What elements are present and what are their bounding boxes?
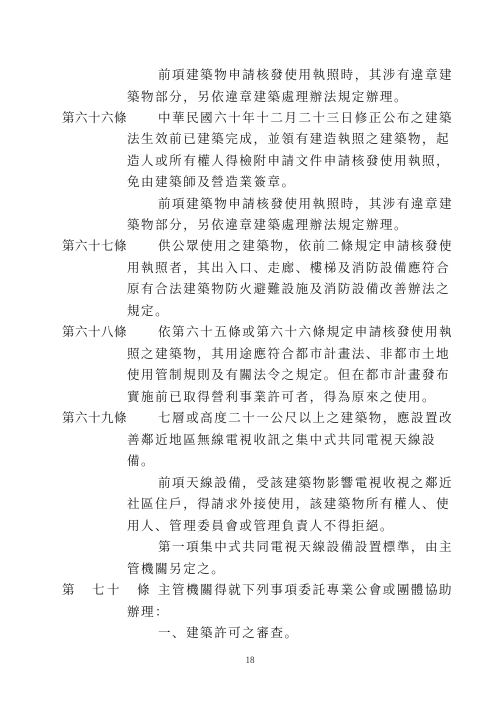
article-number: 第六十七條 [62, 238, 128, 253]
paragraph-line: 築物部分，另依違章建築處理辦法規定辦理。 [127, 217, 409, 232]
paragraph-line: 第一項集中式共同電視天線設備設置標準，由主 [158, 539, 454, 554]
paragraph-line: 原有合法建築物防火避難設施及消防設備改善辦法之 [127, 281, 451, 296]
paragraph-line: 規定。 [127, 303, 170, 318]
paragraph-line: 備。 [127, 453, 156, 468]
paragraph-line: 免由建築師及營造業簽章。 [127, 174, 296, 189]
paragraph-line: 使用管制規則及有關法令之規定。但在都市計畫發布 [127, 367, 451, 382]
paragraph-line: 前項天線設備，受該建築物影響電視收視之鄰近 [158, 475, 454, 490]
paragraph-line: 用執照者，其出入口、走廊、樓梯及消防設備應符合 [127, 260, 451, 275]
paragraph-line: 依第六十五條或第六十六條規定申請核發使用執 [158, 324, 454, 339]
paragraph-line: 前項建築物申請核發使用執照時，其涉有違章建 [158, 67, 454, 82]
paragraph-line: 一、建築許可之審查。 [158, 625, 299, 640]
paragraph-line: 前項建築物申請核發使用執照時，其涉有違章建 [158, 196, 454, 211]
article-number: 第六十八條 [62, 324, 128, 339]
paragraph-line: 社區住戶，得請求外接使用，該建築物所有權人、使 [127, 496, 451, 511]
paragraph-line: 管機關另定之。 [127, 561, 226, 576]
article-number: 第六十六條 [62, 110, 128, 125]
paragraph-line: 造人或所有權人得檢附申請文件申請核發使用執照， [127, 153, 451, 168]
paragraph-line: 實施前已取得營利事業許可者，得為原來之使用。 [127, 389, 437, 404]
article-number: 第 七十 條 [62, 582, 153, 597]
paragraph-line: 中華民國六十年十二月二十三日修正公布之建築 [158, 110, 454, 125]
article-number: 第六十九條 [62, 410, 128, 425]
paragraph-line: 辦理： [127, 604, 170, 619]
paragraph-line: 善鄰近地區無線電視收訊之集中式共同電視天線設 [127, 432, 437, 447]
paragraph-line: 築物部分，另依違章建築處理辦法規定辦理。 [127, 89, 409, 104]
paragraph-line: 供公眾使用之建築物，依前二條規定申請核發使 [158, 238, 454, 253]
paragraph-line: 用人、管理委員會或管理負責人不得拒絕。 [127, 518, 394, 533]
paragraph-line: 照之建築物，其用途應符合都市計畫法、非都市土地 [127, 346, 451, 361]
paragraph-line: 主管機關得就下列事項委託專業公會或團體協助 [158, 582, 454, 597]
paragraph-line: 七層或高度二十一公尺以上之建築物，應設置改 [158, 410, 454, 425]
paragraph-line: 法生效前已建築完成，並領有建造執照之建築物，起 [127, 131, 451, 146]
page-number: 18 [245, 655, 255, 665]
